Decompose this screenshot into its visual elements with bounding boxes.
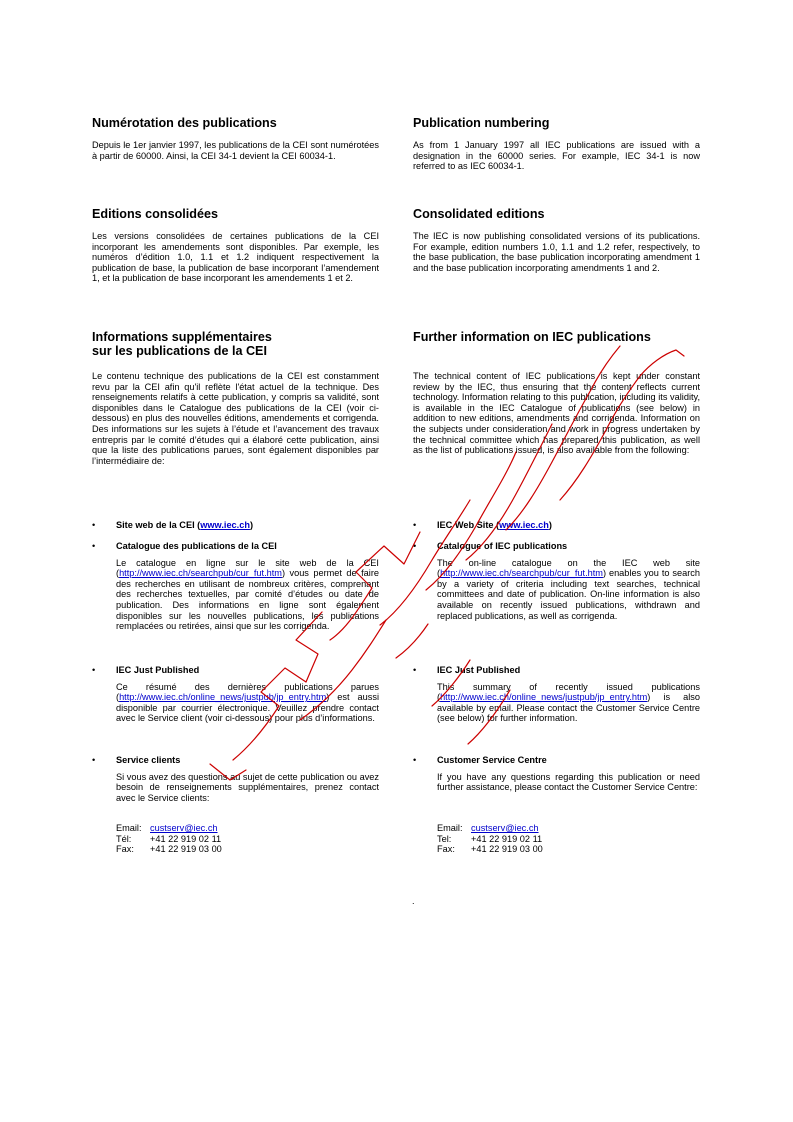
list-item xyxy=(92,755,379,823)
website-close-en: ) xyxy=(548,520,552,530)
bullet-icon: • xyxy=(92,520,96,530)
service-text-en: If you have any questions regarding this publication or need further assistance, please contact the Customer Service Centre: xyxy=(437,771,700,793)
numbering-section-fr xyxy=(92,116,379,207)
further-heading-en: Further information on IEC publications xyxy=(413,330,651,344)
further-text-fr: Le contenu technique des publications de la CEI est constamment revu par la CEI afin qu'il reflète l'état actuel de la technique. Des renseignements relatifs à cette publication, y compris sa validité, sont disponibles dans le Catalogue des publications de la CEI (voir ci-dessous) en plus des nouvelles éditions, amendements et corrigenda. Des informations sur les sujets à l’étude et l’avancement des travaux entrepris par le comité d’études qui a élaboré cette publication, ainsi que la liste des publications parues, sont également disponibles par l’intermédiaire de: xyxy=(92,371,379,466)
tel-value-fr: +41 22 919 02 11 xyxy=(150,833,222,844)
contact-block-fr xyxy=(92,823,379,855)
catalogue-title-en: Catalogue of IEC publications xyxy=(437,541,568,551)
list-item xyxy=(92,541,379,665)
tel-label-fr: Tél: xyxy=(116,833,132,844)
website-item-fr xyxy=(116,520,379,531)
service-title-fr: Service clients xyxy=(116,755,181,765)
website-label-en: IEC Web Site ( xyxy=(437,520,500,530)
bullet-icon: • xyxy=(413,520,417,530)
email-link-fr[interactable]: custserv@iec.ch xyxy=(150,823,218,833)
further-text-en: The technical content of IEC publications is kept under constant review by the IEC, thus ensuring that the content reflects current technology. Information relating to this publication, including its validity, is available in the IEC Catalogue of publications (see below) in addition to new editions, amendments and corrigenda. Information on the subjects under consideration and work in progress undertaken by the technical committee which has prepared this publication, as well as the list of publications issued, is also available from the following: xyxy=(413,371,700,456)
just-published-pre-fr: Ce résumé des dernières publications parues ( xyxy=(116,681,379,703)
list-item xyxy=(413,755,700,823)
numbering-heading-fr: Numérotation des publications xyxy=(92,116,277,130)
service-text-fr: Si vous avez des questions au sujet de cette publication ou avez besoin de renseignements supplémentaires, prenez contact avec le Service clients: xyxy=(116,771,379,803)
service-title-en: Customer Service Centre xyxy=(437,755,547,765)
catalogue-title-fr: Catalogue des publications de la CEI xyxy=(116,541,277,551)
tel-label-en: Tel: xyxy=(437,833,452,844)
just-published-post-fr: ) est aussi disponible par courrier électronique. Veuillez prendre contact avec le Service client (voir ci-dessous) pour plus d’informations. xyxy=(116,692,379,724)
catalogue-text-pre-fr: Le catalogue en ligne sur le site web de la CEI ( xyxy=(116,557,379,579)
bullet-icon: • xyxy=(92,755,96,765)
list-item xyxy=(413,541,700,665)
just-published-title-fr: IEC Just Published xyxy=(116,665,200,675)
numbering-heading-en: Publication numbering xyxy=(413,116,550,130)
bullet-icon: • xyxy=(92,541,96,551)
consolidated-section-en xyxy=(413,207,700,330)
email-label-fr: Email: xyxy=(116,823,142,833)
just-published-link-en[interactable]: http://www.iec.ch/online_news/justpub/jp_entry.htm xyxy=(440,692,648,703)
catalogue-text-en xyxy=(437,558,700,622)
just-published-pre-en: This summary of recently issued publications ( xyxy=(437,681,700,703)
bullet-icon: • xyxy=(413,541,417,551)
resource-list-en xyxy=(413,520,700,823)
tel-value-en: +41 22 919 02 11 xyxy=(471,833,543,844)
email-label-en: Email: xyxy=(437,823,463,833)
bullet-icon: • xyxy=(92,665,96,675)
just-published-post-en: ) is also available by email. Please contact the Customer Service Centre (see below) for further information. xyxy=(437,692,700,724)
list-item xyxy=(413,665,700,755)
list-item xyxy=(413,520,700,541)
numbering-text-fr: Depuis le 1er janvier 1997, les publications de la CEI sont numérotées à partir de 60000. Ainsi, la CEI 34-1 devient la CEI 60034-1. xyxy=(92,140,379,161)
fax-value-fr: +41 22 919 03 00 xyxy=(150,844,222,855)
consolidated-heading-en: Consolidated editions xyxy=(413,207,545,221)
numbering-section-en xyxy=(413,116,700,207)
just-published-link-fr[interactable]: http://www.iec.ch/online_news/justpub/jp_entry.htm xyxy=(119,692,327,703)
further-heading-fr: Informations supplémentaires sur les publications de la CEI xyxy=(92,330,272,358)
list-item xyxy=(92,665,379,755)
further-section-fr xyxy=(92,330,379,520)
list-item xyxy=(92,520,379,541)
fax-label-en: Fax: xyxy=(437,844,455,855)
fax-value-en: +41 22 919 03 00 xyxy=(471,844,543,855)
website-label-fr: Site web de la CEI ( xyxy=(116,520,201,530)
resource-list-fr xyxy=(92,520,379,823)
further-section-en xyxy=(413,330,700,520)
fax-label-fr: Fax: xyxy=(116,844,134,855)
email-link-en[interactable]: custserv@iec.ch xyxy=(471,823,539,833)
catalogue-link-en[interactable]: http://www.iec.ch/searchpub/cur_fut.htm xyxy=(440,568,603,579)
just-published-title-en: IEC Just Published xyxy=(437,665,521,675)
just-published-text-fr xyxy=(116,682,379,724)
consolidated-section-fr xyxy=(92,207,379,330)
catalogue-link-fr[interactable]: http://www.iec.ch/searchpub/cur_fut.htm xyxy=(119,568,282,579)
catalogue-text-post-fr: ) vous permet de faire des recherches en utilisant de nombreux critères, comprenant des recherches textuelles, par comité d’études ou date de publication. Des informations en ligne sont également disponibles sur les nouvelles publications, les publications remplacées ou retirées, ainsi que sur les corrigenda. xyxy=(116,568,379,632)
catalogue-text-fr xyxy=(116,558,379,632)
website-close-fr: ) xyxy=(249,520,254,530)
website-link-en[interactable]: www.iec.ch xyxy=(499,520,549,530)
consolidated-text-fr: Les versions consolidées de certaines publications de la CEI incorporant les amendements sont disponibles. Par exemple, les numéros d’édition 1.0, 1.1 et 1.2 indiquent respectivement la publication de base, la publication de base incorporant l’amendement 1, et la publication de base incorporant les amendements 1 et 2. xyxy=(92,231,379,284)
consolidated-heading-fr: Editions consolidées xyxy=(92,207,218,221)
english-column xyxy=(413,116,700,855)
french-column xyxy=(92,116,379,855)
numbering-text-en: As from 1 January 1997 all IEC publications are issued with a designation in the 60000 series. For example, IEC 34-1 is now referred to as IEC 60034-1. xyxy=(413,140,700,172)
contact-block-en xyxy=(413,823,700,855)
page-mark: . xyxy=(412,896,415,906)
bullet-icon: • xyxy=(413,665,417,675)
consolidated-text-en: The IEC is now publishing consolidated versions of its publications. For example, edition numbers 1.0, 1.1 and 1.2 refer, respectively, to the base publication, the base publication incorporating amendment 1 and the base publication incorporating amendments 1 and 2. xyxy=(413,231,700,273)
website-item-en xyxy=(437,520,700,531)
just-published-text-en xyxy=(437,682,700,724)
website-link-fr[interactable]: www.iec.ch xyxy=(200,520,250,530)
bullet-icon: • xyxy=(413,755,417,765)
catalogue-text-pre-en: The on-line catalogue on the IEC web site ( xyxy=(437,557,700,579)
catalogue-text-post-en: ) enables you to search by a variety of criteria including text searches, technical committees and date of publication. On-line information is also available on recently issued publications, withdrawn and replaced publications, as well as corrigenda. xyxy=(437,568,700,621)
